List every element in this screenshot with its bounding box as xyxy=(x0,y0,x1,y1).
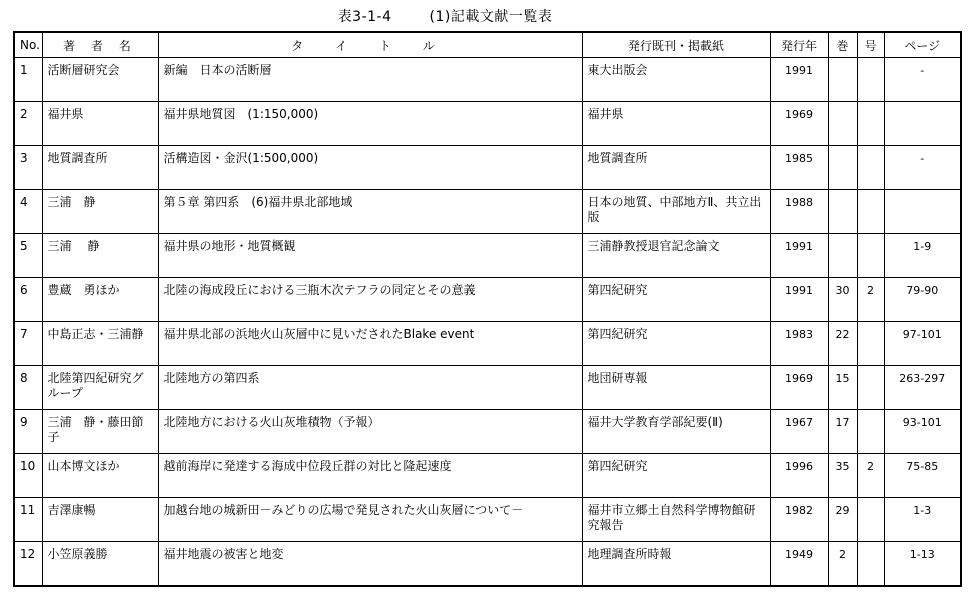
cell-no: 11 xyxy=(14,498,42,542)
cell-pages: 1-3 xyxy=(884,498,961,542)
cell-author: 福井県 xyxy=(42,102,158,146)
cell-year: 1969 xyxy=(770,366,828,410)
cell-year: 1969 xyxy=(770,102,828,146)
cell-volume: 29 xyxy=(828,498,857,542)
header-year: 発行年 xyxy=(770,32,828,58)
header-issue: 号 xyxy=(857,32,884,58)
cell-issue: 2 xyxy=(857,278,884,322)
table-row xyxy=(14,190,961,234)
cell-title: 越前海岸に発達する海成中位段丘群の対比と隆起速度 xyxy=(158,454,582,498)
header-publisher: 発行既刊・掲載紙 xyxy=(582,32,770,58)
cell-title: 加越台地の城新田－みどりの広場で発見された火山灰層について－ xyxy=(158,498,582,542)
cell-publisher: 日本の地質、中部地方Ⅱ、共立出版 xyxy=(582,190,770,234)
cell-year: 1991 xyxy=(770,234,828,278)
cell-volume xyxy=(828,146,857,190)
cell-author: 北陸第四紀研究グループ xyxy=(42,366,158,410)
header-author: 著 者 名 xyxy=(42,32,158,58)
cell-pages: - xyxy=(884,58,961,102)
cell-year: 1949 xyxy=(770,542,828,586)
cell-title: 新編 日本の活断層 xyxy=(158,58,582,102)
table-row xyxy=(14,146,961,190)
header-pages: ページ xyxy=(884,32,961,58)
cell-no: 5 xyxy=(14,234,42,278)
table-row xyxy=(14,454,961,498)
cell-issue xyxy=(857,322,884,366)
cell-publisher: 第四紀研究 xyxy=(582,454,770,498)
references-table xyxy=(13,31,962,587)
cell-issue xyxy=(857,58,884,102)
cell-year: 1982 xyxy=(770,498,828,542)
cell-author: 三浦 静・藤田節子 xyxy=(42,410,158,454)
cell-no: 8 xyxy=(14,366,42,410)
cell-pages: 263-297 xyxy=(884,366,961,410)
cell-year: 1988 xyxy=(770,190,828,234)
table-caption xyxy=(0,6,890,26)
cell-author: 中島正志・三浦静 xyxy=(42,322,158,366)
cell-title: 活構造図・金沢(1:500,000) xyxy=(158,146,582,190)
cell-no: 10 xyxy=(14,454,42,498)
cell-no: 12 xyxy=(14,542,42,586)
cell-issue: 2 xyxy=(857,454,884,498)
header-row xyxy=(14,32,961,58)
cell-no: 6 xyxy=(14,278,42,322)
cell-publisher: 東大出版会 xyxy=(582,58,770,102)
cell-title: 福井県地質図 (1:150,000) xyxy=(158,102,582,146)
cell-publisher: 福井市立郷土自然科学博物館研究報告 xyxy=(582,498,770,542)
cell-issue xyxy=(857,102,884,146)
table-row xyxy=(14,322,961,366)
cell-issue xyxy=(857,234,884,278)
table-row xyxy=(14,234,961,278)
header-volume: 巻 xyxy=(828,32,857,58)
cell-volume: 17 xyxy=(828,410,857,454)
table-row xyxy=(14,498,961,542)
cell-no: 4 xyxy=(14,190,42,234)
cell-pages: 75-85 xyxy=(884,454,961,498)
table-row xyxy=(14,102,961,146)
cell-publisher: 地団研専報 xyxy=(582,366,770,410)
cell-volume xyxy=(828,102,857,146)
cell-issue xyxy=(857,366,884,410)
cell-no: 1 xyxy=(14,58,42,102)
cell-author: 地質調査所 xyxy=(42,146,158,190)
cell-author: 山本博文ほか xyxy=(42,454,158,498)
table-row xyxy=(14,58,961,102)
table-number: 表3-1-4 xyxy=(337,9,392,25)
cell-volume: 30 xyxy=(828,278,857,322)
cell-volume xyxy=(828,190,857,234)
table-row xyxy=(14,278,961,322)
cell-title: 北陸地方の第四系 xyxy=(158,366,582,410)
cell-publisher: 第四紀研究 xyxy=(582,278,770,322)
cell-author: 三浦 静 xyxy=(42,190,158,234)
table-row xyxy=(14,410,961,454)
cell-author: 豊蔵 勇ほか xyxy=(42,278,158,322)
cell-author: 三浦 静 xyxy=(42,234,158,278)
cell-publisher: 第四紀研究 xyxy=(582,322,770,366)
cell-volume xyxy=(828,58,857,102)
cell-volume: 15 xyxy=(828,366,857,410)
cell-pages: 1-13 xyxy=(884,542,961,586)
table-title: (1)記載文献一覧表 xyxy=(429,9,553,25)
header-title: タ イ ト ル xyxy=(158,32,582,58)
cell-publisher: 三浦静教授退官記念論文 xyxy=(582,234,770,278)
cell-issue xyxy=(857,542,884,586)
cell-issue xyxy=(857,410,884,454)
cell-publisher: 福井大学教育学部紀要(Ⅱ) xyxy=(582,410,770,454)
cell-title: 福井県北部の浜地火山灰層中に見いだされたBlake event xyxy=(158,322,582,366)
cell-no: 7 xyxy=(14,322,42,366)
cell-author: 活断層研究会 xyxy=(42,58,158,102)
cell-year: 1991 xyxy=(770,58,828,102)
cell-issue xyxy=(857,498,884,542)
cell-author: 吉澤康暢 xyxy=(42,498,158,542)
cell-volume xyxy=(828,234,857,278)
cell-pages xyxy=(884,190,961,234)
cell-volume: 22 xyxy=(828,322,857,366)
cell-title: 北陸の海成段丘における三瓶木次テフラの同定とその意義 xyxy=(158,278,582,322)
cell-year: 1985 xyxy=(770,146,828,190)
cell-issue xyxy=(857,190,884,234)
cell-volume: 35 xyxy=(828,454,857,498)
cell-pages: 79-90 xyxy=(884,278,961,322)
cell-year: 1991 xyxy=(770,278,828,322)
cell-volume: 2 xyxy=(828,542,857,586)
table-row xyxy=(14,366,961,410)
cell-pages: 97-101 xyxy=(884,322,961,366)
cell-title: 北陸地方における火山灰堆積物（予報） xyxy=(158,410,582,454)
cell-year: 1983 xyxy=(770,322,828,366)
cell-author: 小笠原義勝 xyxy=(42,542,158,586)
cell-pages: 1-9 xyxy=(884,234,961,278)
cell-issue xyxy=(857,146,884,190)
cell-pages xyxy=(884,102,961,146)
cell-publisher: 地理調査所時報 xyxy=(582,542,770,586)
cell-pages: - xyxy=(884,146,961,190)
cell-publisher: 地質調査所 xyxy=(582,146,770,190)
header-no: No. xyxy=(14,32,42,58)
cell-title: 福井地震の被害と地変 xyxy=(158,542,582,586)
cell-no: 2 xyxy=(14,102,42,146)
cell-no: 9 xyxy=(14,410,42,454)
cell-publisher: 福井県 xyxy=(582,102,770,146)
cell-title: 福井県の地形・地質概観 xyxy=(158,234,582,278)
cell-year: 1996 xyxy=(770,454,828,498)
cell-pages: 93-101 xyxy=(884,410,961,454)
cell-title: 第５章 第四系 (6)福井県北部地域 xyxy=(158,190,582,234)
cell-no: 3 xyxy=(14,146,42,190)
cell-year: 1967 xyxy=(770,410,828,454)
table-row xyxy=(14,542,961,586)
